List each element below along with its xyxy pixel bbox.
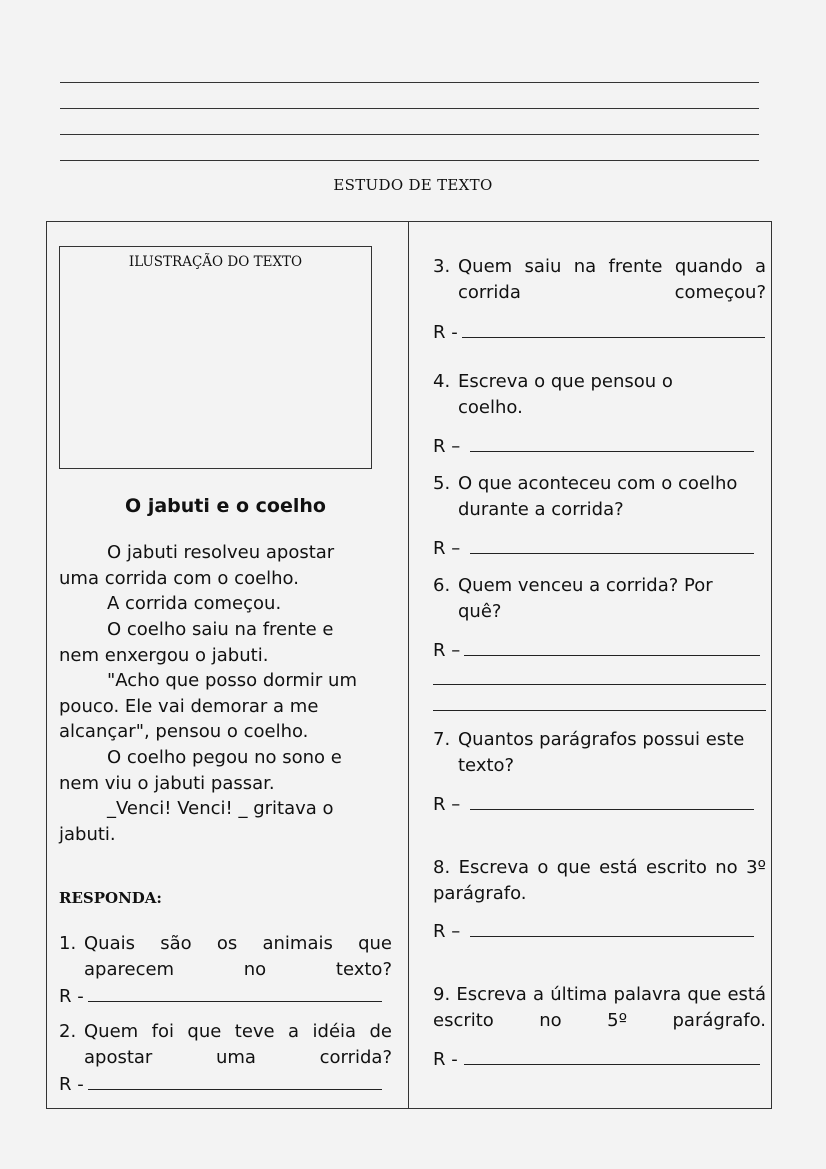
writing-line [60, 108, 759, 109]
question-7 [433, 727, 753, 778]
respond-heading: RESPONDA: [59, 889, 162, 907]
paragraph-rest: jabuti. [59, 823, 116, 845]
story-paragraph [59, 591, 392, 617]
question-text [433, 855, 766, 906]
question-number: 2. [59, 1021, 77, 1042]
question-4 [433, 369, 713, 420]
answer-1 [59, 985, 382, 1007]
answer-line-input[interactable] [470, 537, 754, 554]
question-text: Quem foi que teve a idéia de apostar uma corrida? [84, 1021, 392, 1068]
paragraph-rest: nem enxergou o jabuti. [59, 644, 269, 666]
answer-2 [59, 1073, 382, 1095]
answer-extra-line[interactable] [433, 710, 766, 711]
question-number: 6. [433, 575, 451, 596]
illustration-box[interactable] [59, 246, 372, 469]
answer-5 [433, 537, 754, 559]
question-number: 1. [59, 933, 77, 954]
writing-line [60, 160, 759, 161]
answer-line-input[interactable] [464, 639, 760, 656]
paragraph-rest: nem viu o jabuti passar. [59, 772, 275, 794]
question-text: Quantos parágrafos possui este texto? [458, 729, 745, 776]
question-number: 8. [433, 857, 451, 878]
question-9 [433, 982, 766, 1033]
question-3 [433, 254, 766, 305]
answer-line-input[interactable] [88, 985, 382, 1002]
question-6 [433, 573, 753, 624]
answer-8 [433, 920, 754, 942]
paragraph-rest: uma corrida com o coelho. [59, 567, 299, 589]
question-1 [59, 931, 392, 982]
answer-prefix: R – [433, 794, 461, 815]
answer-4 [433, 435, 754, 457]
answer-line-input[interactable] [88, 1073, 382, 1090]
question-text: O que aconteceu com o coelho durante a corrida? [458, 473, 738, 520]
paragraph-first-line: _Venci! Venci! _ gritava o [107, 798, 334, 819]
answer-line-input[interactable] [462, 321, 765, 338]
answer-prefix: R – [433, 436, 461, 457]
writing-line [60, 134, 759, 135]
question-body: Escreva o que está escrito no 3º parágrafo. [433, 857, 766, 904]
answer-6 [433, 639, 760, 661]
answer-line-input[interactable] [470, 920, 754, 937]
story-paragraph [59, 617, 392, 668]
answer-line-input[interactable] [470, 435, 754, 452]
question-text: Quais são os animais que aparecem no texto? [84, 933, 392, 980]
question-number: 5. [433, 473, 451, 494]
answer-9 [433, 1048, 760, 1070]
answer-prefix: R - [433, 322, 458, 343]
answer-3 [433, 321, 765, 343]
question-number: 3. [433, 256, 451, 277]
paragraph-first-line: O jabuti resolveu apostar [107, 542, 335, 563]
story-paragraph [59, 540, 392, 591]
answer-prefix: R – [433, 640, 461, 661]
question-text [433, 982, 766, 1033]
paragraph-first-line: O coelho saiu na frente e [107, 619, 334, 640]
story-paragraph [59, 745, 392, 796]
answer-prefix: R - [433, 1049, 458, 1070]
story-title: O jabuti e o coelho [125, 495, 326, 517]
answer-line-input[interactable] [470, 793, 754, 810]
question-number: 7. [433, 729, 451, 750]
answer-7 [433, 793, 754, 815]
paragraph-first-line: O coelho pegou no sono e [107, 747, 342, 768]
illustration-label: ILUSTRAÇÃO DO TEXTO [128, 254, 303, 270]
question-2 [59, 1019, 392, 1070]
question-5 [433, 471, 766, 522]
column-divider [408, 221, 409, 1109]
answer-prefix: R – [433, 538, 461, 559]
question-text: Escreva o que pensou o coelho. [458, 371, 673, 418]
answer-prefix: R - [59, 1074, 84, 1095]
question-number: 9. [433, 984, 451, 1005]
question-number: 4. [433, 371, 451, 392]
question-8 [433, 855, 766, 906]
answer-extra-line[interactable] [433, 684, 766, 685]
paragraph-first-line: "Acho que posso dormir um [107, 670, 357, 691]
writing-line [60, 82, 759, 83]
question-body: Escreva a última palavra que está escrito no 5º parágrafo. [433, 984, 766, 1031]
answer-prefix: R - [59, 986, 84, 1007]
story-paragraph [59, 796, 392, 847]
question-text: Quem saiu na frente quando a corrida começou? [458, 256, 766, 303]
paragraph-first-line: A corrida começou. [107, 593, 282, 614]
story-paragraph [59, 668, 392, 745]
paragraph-rest: pouco. Ele vai demorar a me alcançar", pensou o coelho. [59, 695, 319, 742]
question-text: Quem venceu a corrida? Por quê? [458, 575, 713, 622]
answer-prefix: R – [433, 921, 461, 942]
answer-line-input[interactable] [464, 1048, 760, 1065]
page-title: ESTUDO DE TEXTO [333, 176, 493, 194]
